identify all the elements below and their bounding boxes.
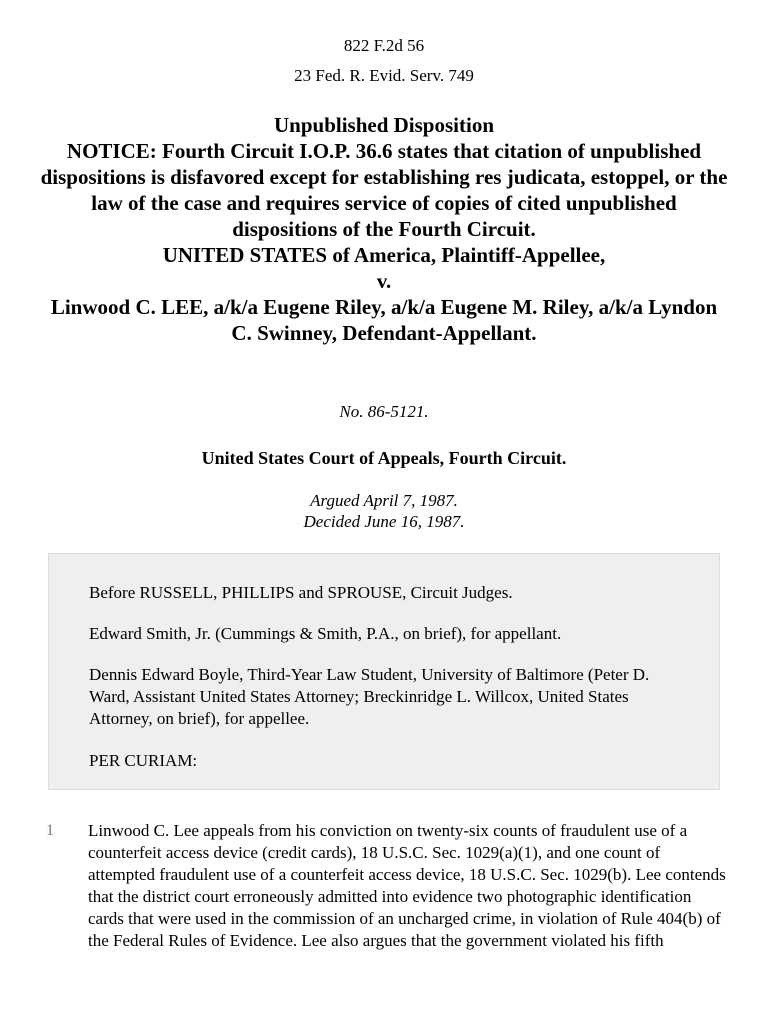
paragraph-number: 1 bbox=[46, 822, 54, 839]
docket-number: No. 86-5121. bbox=[339, 402, 429, 421]
argued-date: Argued April 7, 1987. bbox=[310, 491, 458, 510]
case-dates bbox=[0, 490, 768, 532]
opinion-paragraph: Linwood C. Lee appeals from his conviction on twenty-six counts of fraudulent use of a counterfeit access device (credit cards), 18 U.S.C. Sec. 1029(a)(1), and one count of attempted fraudulent use of a counterfeit access device, 18 U.S.C. Sec. 1029(b). Lee contends that the district court erroneously admitted into evidence two photographic identification cards that were used in the commission of an uncharged crime, in violation of Rule 404(b) of the Federal Rules of Evidence. Lee also argues that the government violated his fifth bbox=[88, 821, 726, 950]
decided-date: Decided June 16, 1987. bbox=[303, 512, 465, 531]
appellee-counsel: Dennis Edward Boyle, Third-Year Law Student, University of Baltimore (Peter D. Ward, Assistant United States Attorney; Breckinridge L. Willcox, United States Attorney, on brief), for appellee. bbox=[89, 665, 650, 728]
notice-text: NOTICE: Fourth Circuit I.O.P. 36.6 states that citation of unpublished dispositions is disfavored except for establishing res judicata, estoppel, or the law of the case and requires service of copies of cited unpublished dispositions of the Fourth Circuit. bbox=[40, 139, 728, 241]
counsel-panel bbox=[48, 553, 720, 790]
plaintiff-name: UNITED STATES of America, Plaintiff-Appellee, bbox=[162, 243, 606, 267]
reporter-citation: 822 F.2d 56 bbox=[343, 36, 425, 55]
appellant-counsel: Edward Smith, Jr. (Cummings & Smith, P.A., on brief), for appellant. bbox=[89, 624, 562, 643]
court-name: United States Court of Appeals, Fourth Circuit. bbox=[201, 448, 567, 468]
per-curiam-label: PER CURIAM: bbox=[89, 751, 198, 770]
defendant-name: Linwood C. LEE, a/k/a Eugene Riley, a/k/a Eugene M. Riley, a/k/a Lyndon C. Swinney, Defendant-Appellant. bbox=[50, 295, 718, 345]
disposition-heading: Unpublished Disposition bbox=[273, 113, 495, 137]
judges-line: Before RUSSELL, PHILLIPS and SPROUSE, Circuit Judges. bbox=[89, 583, 513, 602]
case-caption bbox=[40, 112, 728, 346]
versus-text: v. bbox=[376, 269, 392, 293]
evidence-service-citation: 23 Fed. R. Evid. Serv. 749 bbox=[294, 66, 474, 85]
